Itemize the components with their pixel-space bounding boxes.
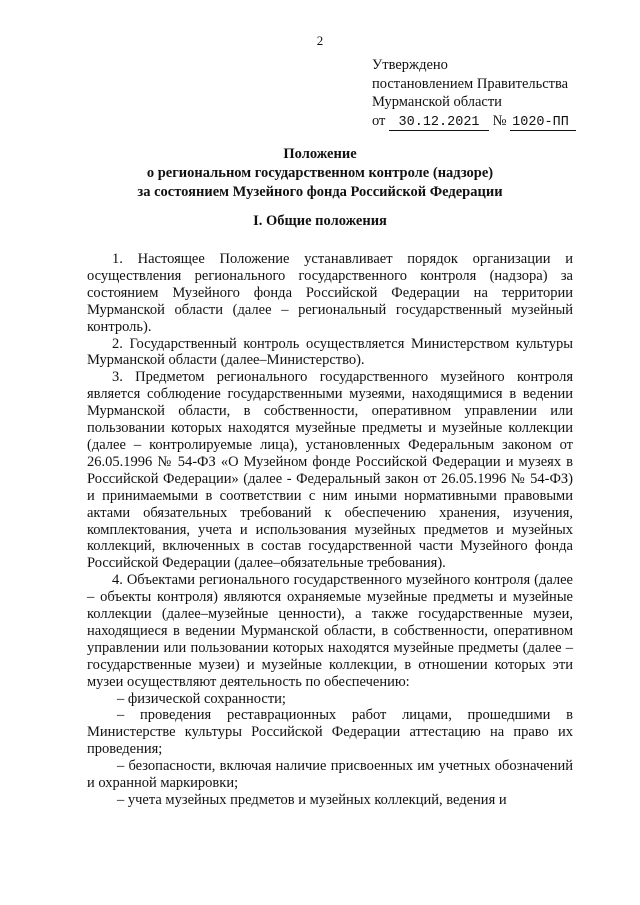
section-heading: I. Общие положения	[253, 213, 387, 229]
list-item: – физической сохранности;	[117, 690, 286, 707]
document-title	[60, 145, 580, 202]
decree-number: 1020-ПП	[510, 115, 576, 131]
document-body	[87, 251, 573, 809]
approval-block	[372, 56, 612, 131]
list-item: – проведения реставрационных работ лицами, прошедшими в Министерстве культуры Российской Федерации аттестацию на право их проведения;	[87, 707, 573, 758]
approval-line-decree: постановлением Правительства	[372, 75, 569, 92]
page-number: 2	[316, 33, 324, 48]
paragraph-2: 2. Государственный контроль осуществляется Министерством культуры Мурманской области (далее–Министерство).	[87, 335, 573, 369]
title-line-2: о региональном государственном контроле (надзоре)	[146, 165, 494, 181]
list-item: – безопасности, включая наличие присвоенных им учетных обозначений и охранной маркировки;	[87, 758, 573, 792]
from-label: от	[372, 112, 386, 129]
paragraph-4: 4. Объектами регионального государственного музейного контроля (далее – объекты контроля) являются охраняемые музейные предметы и музейные коллекции (далее–музейные ценности), а также государственные музеи, находящиеся в ведении Мурманской области, в собственности, оперативном управлении или пользовании которых находятся музейные предметы (далее – государственные музеи) и музейные коллекции, в отношении которых эти музеи осуществляют деятельность по обеспечению:	[87, 572, 573, 690]
title-line-1: Положение	[283, 146, 357, 162]
decree-date: 30.12.2021	[389, 115, 489, 131]
approval-line-approved: Утверждено	[372, 57, 448, 73]
approval-dateline	[372, 112, 612, 131]
paragraph-3: 3. Предметом регионального государственного музейного контроля является соблюдение государственными музеями, находящимися в ведении Мурманской области, в собственности, оперативном управлении или пользовании которых находятся музейные предметы и музейные коллекции (далее – контролируемые лица), установленных Федеральным законом от 26.05.1996 № 54-ФЗ «О Музейном фонде Российской Федерации и музеях в Российской Федерации» (далее - Федеральный закон от 26.05.1996 № 54-ФЗ) и принимаемыми в соответствии с ним иными нормативными правовыми актами обязательных требований к обеспечению хранения, изучения, комплектования, учета и использования музейных предметов и музейных коллекций, включенных в состав государственной части Музейного фонда Российской Федерации (далее–обязательные требования).	[87, 369, 573, 572]
title-line-3: за состоянием Музейного фонда Российской Федерации	[137, 184, 503, 200]
number-label: №	[492, 112, 507, 129]
paragraph-1: 1. Настоящее Положение устанавливает порядок организации и осуществления регионального государственного контроля (надзора) за состоянием Музейного фонда Российской Федерации на территории Мурманской области (далее – региональный государственный музейный контроль).	[87, 251, 573, 335]
list-item: – учета музейных предметов и музейных коллекций, ведения и	[117, 792, 507, 808]
approval-line-region: Мурманской области	[372, 94, 502, 110]
